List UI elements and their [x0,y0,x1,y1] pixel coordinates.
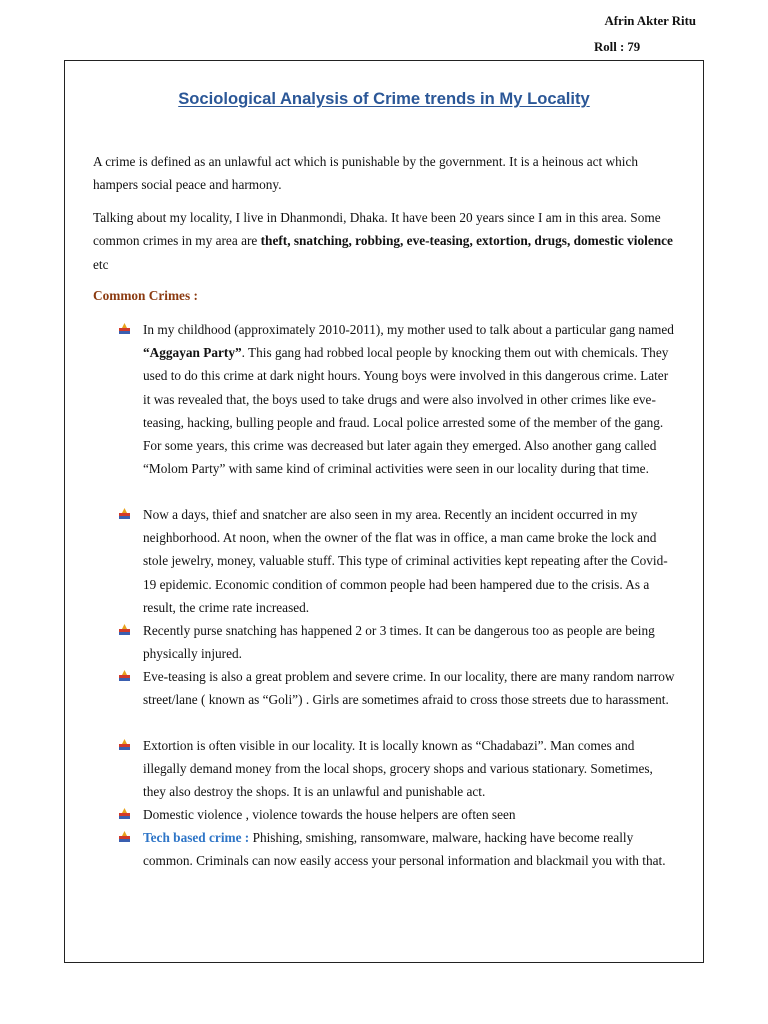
bullet-1-end: . This gang had robbed local people by knocking them out with chemicals. They used to do this crime at dark night hours. Young boys were involved in this dangerous crime. Later it was revealed that, the boys used to take drugs and were also involved in other crimes like eve-teasing, hacking, bulling people and fraud. Local police arrested some of the member of the gang. For some years, this crime was decreased but later again they emerged. Also another gang called “Molom Party” with same kind of criminal activities were seen in our locality during that time. [143,345,669,477]
intro-paragraph-1: A crime is defined as an unlawful act which is punishable by the government. It is a heinous act which hampers social peace and harmony. [93,154,639,193]
arrow-bullet-icon [118,831,131,843]
list-item [118,503,676,619]
intro-p2-text: Talking about my locality, I live in Dhanmondi, Dhaka. It have been 20 years since I am in this area. Some common crimes in my area are [93,210,661,249]
arrow-bullet-icon [118,508,131,520]
gang-name-bold: “Aggayan Party” [143,345,242,361]
author-name: Afrin Akter Ritu [604,14,696,28]
list-item [118,803,676,826]
list-item [118,318,676,503]
arrow-bullet-icon [118,670,131,682]
section-heading: Common Crimes : [93,288,198,303]
arrow-bullet-icon [118,739,131,751]
arrow-bullet-icon [118,808,131,820]
crime-list-bold: theft, snatching, robbing, eve-teasing, extortion, drugs, domestic violence [260,233,673,249]
bullet-2-text: Now a days, thief and snatcher are also seen in my area. Recently an incident occurred in my neighborhood. At noon, when the owner of the flat was in office, a man came broke the lock and stole jewelry, money, valuable stuff. This type of criminal activities kept repeating after the Covid-19 epidemic. Economic condition of common people had been hampered due to the crisis. As a result, the crime rate increased. [143,507,668,615]
document-title: Sociological Analysis of Crime trends in My Locality [178,89,590,108]
bullet-1-text: In my childhood (approximately 2010-2011), my mother used to talk about a particular gang named [143,322,674,337]
bullet-6-text: Domestic violence , violence towards the house helpers are often seen [143,807,516,822]
list-item [118,826,676,872]
arrow-bullet-icon [118,624,131,636]
bullet-3-text: Recently purse snatching has happened 2 or 3 times. It can be dangerous too as people are being physically injured. [143,623,655,662]
arrow-bullet-icon [118,323,131,335]
list-item [118,619,676,665]
bullet-5-text: Extortion is often visible in our locality. It is locally known as “Chadabazi”. Man comes and illegally demand money from the local shops, grocery shops and various stationary. Sometimes, they also destroy the shops. It is an unlawful and punishable act. [143,738,653,800]
bullet-7-text: Phishing, smishing, ransomware, malware, hacking have become really common. Criminals can now easily access your personal information and blackmail you with that. [143,830,666,869]
bullet-4-text: Eve-teasing is also a great problem and severe crime. In our locality, there are many random narrow street/lane ( known as “Goli”) . Girls are sometimes afraid to cross those streets due to harassment. [143,669,675,708]
tech-crime-label: Tech based crime : [143,830,250,845]
intro-p2-end: etc [93,256,109,272]
crime-bullet-list [118,318,676,872]
roll-number: Roll : 79 [594,40,641,54]
list-item [118,734,676,803]
list-item [118,665,676,734]
intro-paragraph-2 [93,206,675,276]
